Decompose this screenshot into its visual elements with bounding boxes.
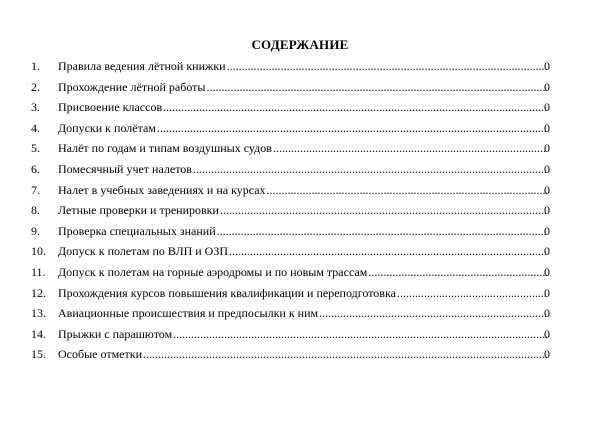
toc-entry-page-number: 0	[544, 79, 550, 94]
toc-entry-line	[58, 244, 548, 258]
toc-entry-label: Прыжки с парашютом	[58, 326, 173, 341]
toc-entry	[0, 118, 600, 139]
toc-entry-label: Летные проверки и тренировки	[58, 203, 219, 218]
toc-entry	[0, 97, 600, 118]
toc-entry-line	[58, 286, 548, 300]
toc-entry-number: 2.	[31, 79, 40, 94]
toc-entry	[0, 221, 600, 242]
dot-leader	[193, 162, 547, 176]
toc-entry-label: Прохождение лётной работы	[58, 79, 206, 94]
toc-entry-line	[58, 224, 548, 238]
toc-entry-number: 14.	[31, 326, 46, 341]
toc-entry-label: Проверка специальных знаний	[58, 223, 216, 238]
toc-entry-label: Допуски к полётам	[58, 120, 156, 135]
toc-entry	[0, 180, 600, 201]
toc-entry-number: 12.	[31, 285, 46, 300]
page-title: СОДЕРЖАНИЕ	[251, 37, 349, 52]
toc-entry-page-number: 0	[544, 203, 550, 218]
dot-leader	[267, 183, 547, 197]
toc-entry-label: Налёт по годам и типам воздушных судов	[58, 141, 272, 156]
toc-entry-number: 6.	[31, 161, 40, 176]
toc-entry-line	[58, 100, 548, 114]
toc-entry-line	[58, 80, 548, 94]
dot-leader	[143, 347, 547, 361]
toc-entry-line	[58, 265, 548, 279]
toc-entry	[0, 56, 600, 77]
toc-entry-line	[58, 327, 548, 341]
toc-entry-page-number: 0	[544, 141, 550, 156]
toc-entry-label: Помесячный учет налетов	[58, 161, 192, 176]
toc-entry-line	[58, 121, 548, 135]
toc-entry-label: Прохождения курсов повышения квалификации и переподготовка	[58, 285, 396, 300]
toc-entry-number: 7.	[31, 182, 40, 197]
dot-leader	[368, 265, 547, 279]
toc-entry	[0, 283, 600, 304]
toc-entry	[0, 200, 600, 221]
dot-leader	[227, 59, 547, 73]
toc-entry-line	[58, 203, 548, 217]
dot-leader	[319, 306, 547, 320]
toc-entry-number: 13.	[31, 306, 46, 321]
table-of-contents	[0, 56, 600, 365]
toc-entry	[0, 138, 600, 159]
toc-entry-page-number: 0	[544, 326, 550, 341]
toc-entry	[0, 77, 600, 98]
toc-entry-label: Особые отметки	[58, 347, 142, 362]
dot-leader	[157, 121, 547, 135]
toc-entry-number: 9.	[31, 223, 40, 238]
toc-entry-page-number: 0	[544, 100, 550, 115]
toc-entry-page-number: 0	[544, 285, 550, 300]
toc-entry-page-number: 0	[544, 59, 550, 73]
toc-entry-page-number: 0	[544, 306, 550, 321]
dot-leader	[229, 244, 547, 258]
dot-leader	[220, 203, 547, 217]
toc-entry	[0, 159, 600, 180]
toc-entry-number: 4.	[31, 120, 40, 135]
toc-entry-page-number: 0	[544, 347, 550, 362]
toc-entry	[0, 241, 600, 262]
toc-entry-label: Присвоение классов	[58, 100, 163, 115]
dot-leader	[397, 286, 547, 300]
toc-entry-page-number: 0	[544, 264, 550, 279]
dot-leader	[207, 80, 548, 94]
toc-entry-number: 3.	[31, 100, 40, 115]
toc-entry-line	[58, 162, 548, 176]
toc-entry-line	[58, 141, 548, 155]
toc-entry	[0, 324, 600, 345]
toc-entry-line	[58, 183, 548, 197]
toc-entry-page-number: 0	[544, 244, 550, 259]
toc-entry	[0, 303, 600, 324]
toc-entry-page-number: 0	[544, 223, 550, 238]
toc-entry	[0, 344, 600, 365]
toc-entry-page-number: 0	[544, 182, 550, 197]
toc-entry-label: Налет в учебных заведениях и на курсах	[58, 182, 266, 197]
toc-entry	[0, 262, 600, 283]
toc-entry-label: Допуск к полетам по ВЛП и ОЗП	[58, 244, 229, 259]
dot-leader	[273, 141, 547, 155]
toc-entry-line	[58, 347, 548, 361]
toc-entry-number: 15.	[31, 347, 46, 362]
toc-entry-label: Правила ведения лётной книжки	[58, 59, 226, 73]
dot-leader	[163, 100, 547, 114]
toc-entry-label: Авиационные происшествия и предпосылки к ним	[58, 306, 319, 321]
toc-entry-number: 10.	[31, 244, 46, 259]
toc-entry-label: Допуск к полетам на горные аэродромы и по новым трассам	[58, 264, 368, 279]
toc-entry-number: 8.	[31, 203, 40, 218]
dot-leader	[173, 327, 547, 341]
dot-leader	[217, 224, 547, 238]
toc-entry-number: 11.	[31, 264, 46, 279]
toc-entry-line	[58, 306, 548, 320]
toc-entry-line	[58, 59, 548, 73]
toc-entry-page-number: 0	[544, 161, 550, 176]
toc-entry-number: 1.	[31, 59, 40, 73]
toc-entry-number: 5.	[31, 141, 40, 156]
toc-entry-page-number: 0	[544, 120, 550, 135]
